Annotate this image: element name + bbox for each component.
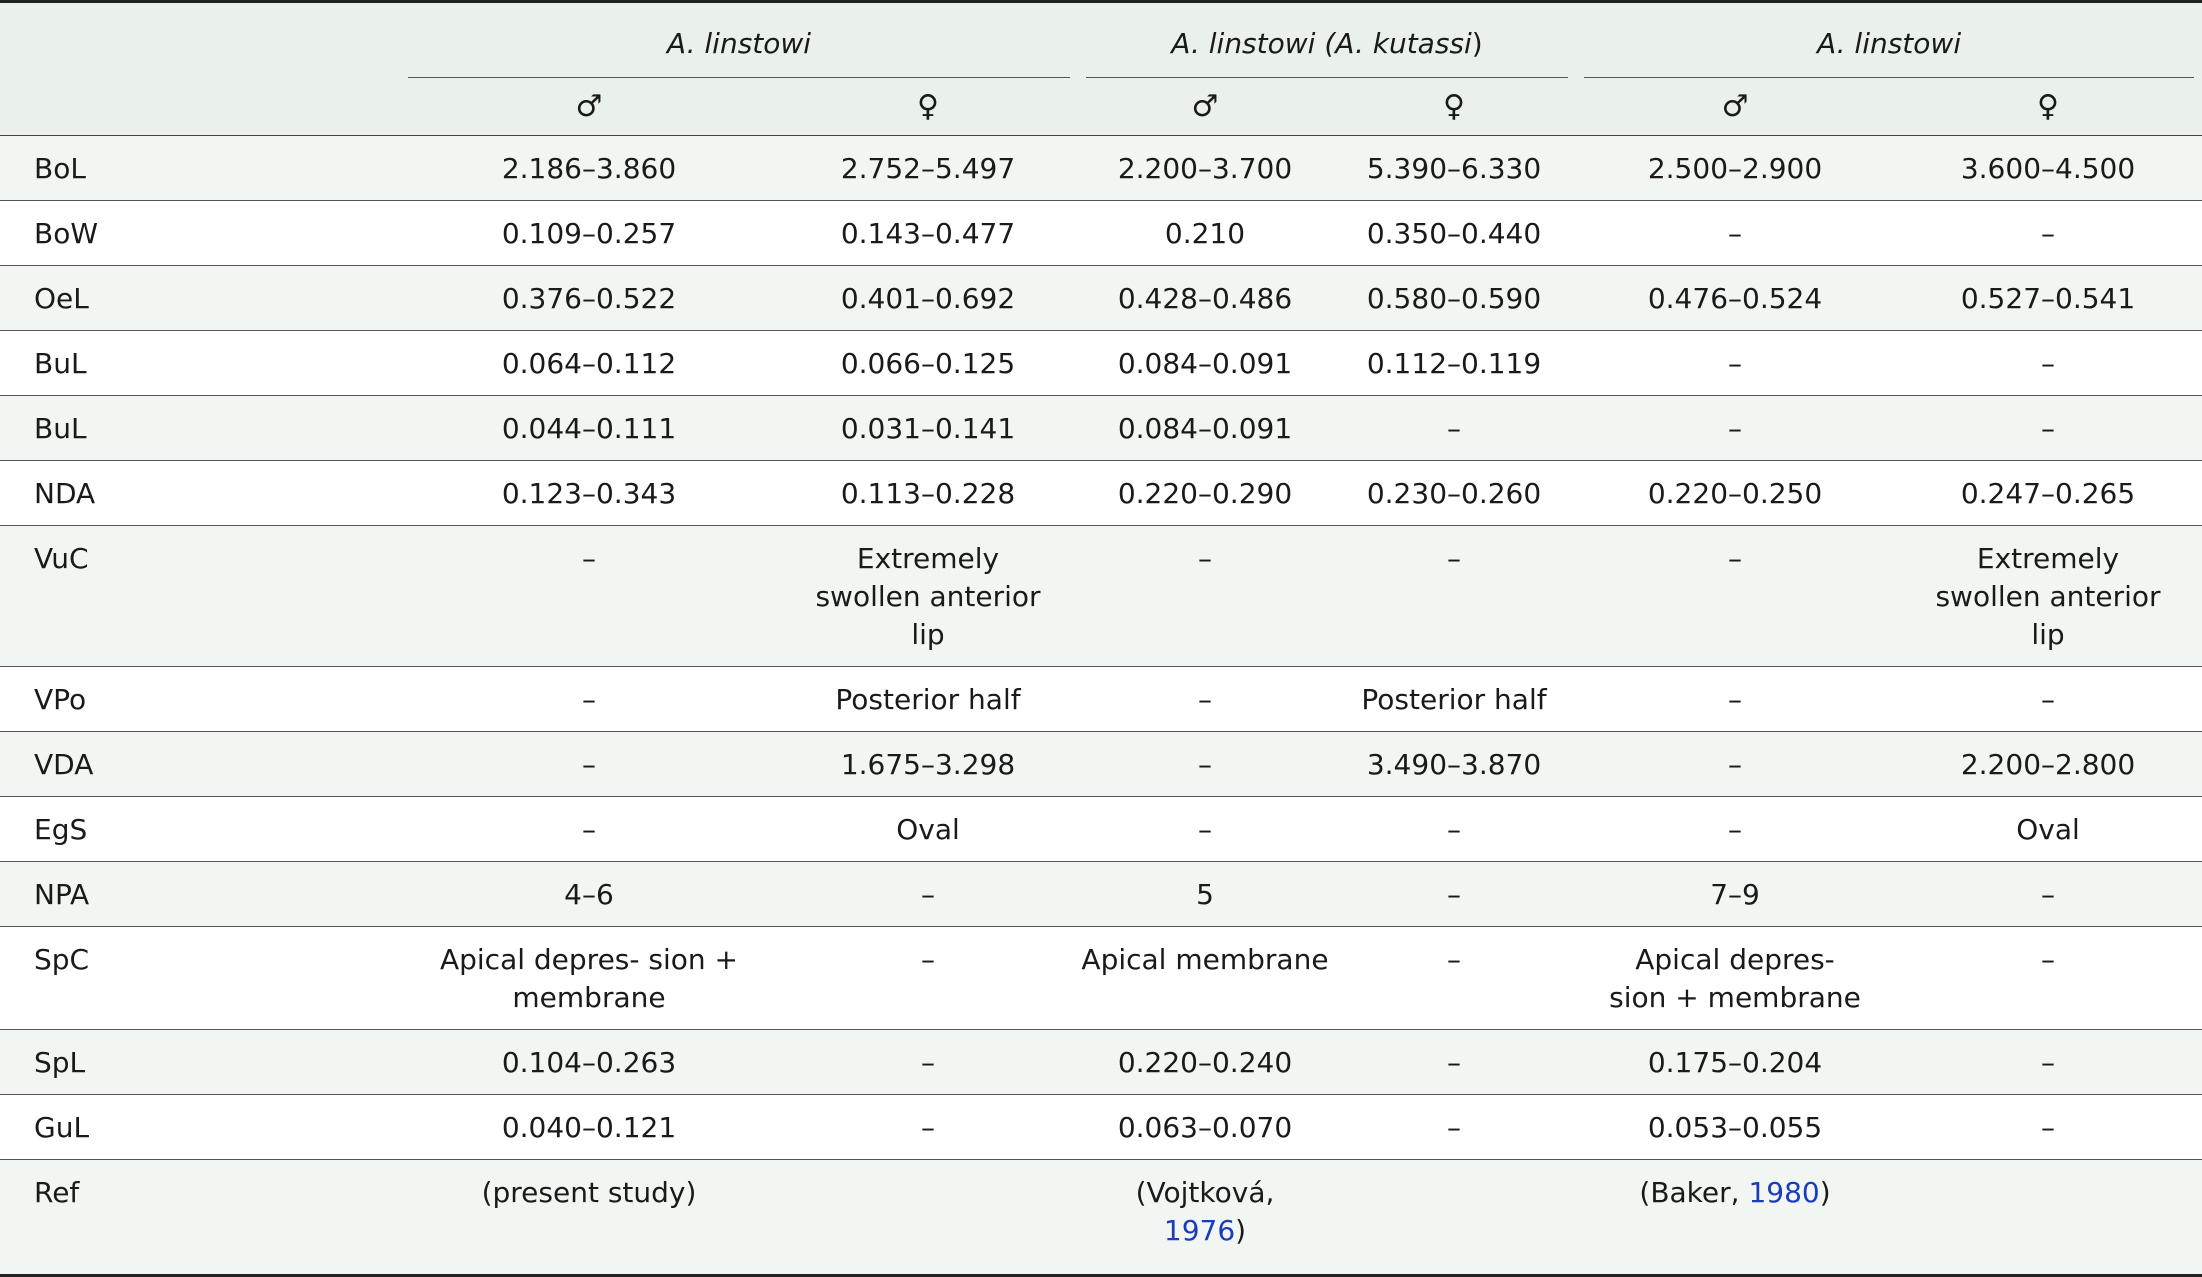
table-cell: – xyxy=(1894,201,2202,266)
table-cell: – xyxy=(1576,396,1894,461)
row-label: BoW xyxy=(0,201,400,266)
table-cell: 1.675–3.298 xyxy=(778,732,1078,797)
table-cell: – xyxy=(1894,396,2202,461)
table-cell: 0.527–0.541 xyxy=(1894,266,2202,331)
row-label: OeL xyxy=(0,266,400,331)
table-cell: – xyxy=(1894,331,2202,396)
table-cell: 0.230–0.260 xyxy=(1332,461,1576,526)
table-cell: – xyxy=(400,526,778,667)
table-cell: – xyxy=(1078,526,1332,667)
table-cell: 0.175–0.204 xyxy=(1576,1030,1894,1095)
table-cell: 0.401–0.692 xyxy=(778,266,1078,331)
table-cell: – xyxy=(778,927,1078,1030)
table-cell: 0.350–0.440 xyxy=(1332,201,1576,266)
table-cell: – xyxy=(400,797,778,862)
table-cell: 0.053–0.055 xyxy=(1576,1095,1894,1160)
table-cell xyxy=(1332,1160,1576,1276)
table-cell: 2.186–3.860 xyxy=(400,136,778,201)
table-cell: Extremely swollen anterior lip xyxy=(778,526,1078,667)
species-header-2: A. linstowi (A. kutassi) xyxy=(1078,2,1576,80)
table-row xyxy=(0,331,2202,396)
row-label: Ref xyxy=(0,1160,400,1276)
table-row xyxy=(0,1095,2202,1160)
table-cell: 5 xyxy=(1078,862,1332,927)
male-symbol: ♂ xyxy=(1576,79,1894,136)
table-cell: – xyxy=(1576,732,1894,797)
table-cell: 0.104–0.263 xyxy=(400,1030,778,1095)
table-cell: – xyxy=(1576,331,1894,396)
table-cell: 0.084–0.091 xyxy=(1078,396,1332,461)
table-cell: 0.428–0.486 xyxy=(1078,266,1332,331)
table-row xyxy=(0,461,2202,526)
row-label: BuL xyxy=(0,331,400,396)
table-row xyxy=(0,396,2202,461)
table-cell: 0.123–0.343 xyxy=(400,461,778,526)
row-label: NDA xyxy=(0,461,400,526)
table-cell: – xyxy=(1894,1030,2202,1095)
row-label: EgS xyxy=(0,797,400,862)
table-cell: 2.200–3.700 xyxy=(1078,136,1332,201)
table-cell: 2.500–2.900 xyxy=(1576,136,1894,201)
female-symbol: ♀ xyxy=(778,79,1078,136)
table-cell: Oval xyxy=(1894,797,2202,862)
table-row xyxy=(0,862,2202,927)
row-label: BoL xyxy=(0,136,400,201)
table-row xyxy=(0,136,2202,201)
table-cell: – xyxy=(1078,667,1332,732)
table-cell: – xyxy=(1576,201,1894,266)
table-cell: 0.113–0.228 xyxy=(778,461,1078,526)
table-cell: 0.220–0.290 xyxy=(1078,461,1332,526)
table-cell: Apical depres- sion + membrane xyxy=(400,927,778,1030)
table-cell: – xyxy=(1576,667,1894,732)
table-row xyxy=(0,667,2202,732)
table-body xyxy=(0,136,2202,1276)
female-symbol: ♀ xyxy=(1894,79,2202,136)
row-label: NPA xyxy=(0,862,400,927)
table-cell: Apical membrane xyxy=(1078,927,1332,1030)
row-label: VDA xyxy=(0,732,400,797)
table-cell: Oval xyxy=(778,797,1078,862)
table-cell: – xyxy=(1332,1030,1576,1095)
table-header xyxy=(0,2,2202,136)
table-cell: 0.031–0.141 xyxy=(778,396,1078,461)
table-cell: – xyxy=(1332,396,1576,461)
table-row-ref xyxy=(0,1160,2202,1276)
table-row xyxy=(0,526,2202,667)
table-cell: – xyxy=(1894,667,2202,732)
table-cell: – xyxy=(1576,526,1894,667)
table-cell: 0.247–0.265 xyxy=(1894,461,2202,526)
sex-header-row xyxy=(0,79,2202,136)
row-label: BuL xyxy=(0,396,400,461)
table-cell: – xyxy=(1078,732,1332,797)
table-cell: (Baker, 1980) xyxy=(1576,1160,1894,1276)
species-header-3: A. linstowi xyxy=(1576,2,2202,80)
table-row xyxy=(0,732,2202,797)
table-cell: – xyxy=(1332,862,1576,927)
table-cell: 0.476–0.524 xyxy=(1576,266,1894,331)
corner-cell-lower xyxy=(0,79,400,136)
table-cell: – xyxy=(400,667,778,732)
table-cell: 0.112–0.119 xyxy=(1332,331,1576,396)
table-cell: Posterior half xyxy=(778,667,1078,732)
table-cell: Extremely swollen anterior lip xyxy=(1894,526,2202,667)
table-cell: – xyxy=(1576,797,1894,862)
table-cell: 2.200–2.800 xyxy=(1894,732,2202,797)
table-cell: – xyxy=(1894,1095,2202,1160)
citation-link-1976[interactable]: 1976 xyxy=(1163,1214,1236,1247)
table-row xyxy=(0,797,2202,862)
row-label: SpC xyxy=(0,927,400,1030)
table-cell: Posterior half xyxy=(1332,667,1576,732)
corner-cell xyxy=(0,2,400,80)
species-header-1: A. linstowi xyxy=(400,2,1078,80)
table-cell: (present study) xyxy=(400,1160,778,1276)
species-header-row xyxy=(0,2,2202,80)
table-cell: 0.220–0.240 xyxy=(1078,1030,1332,1095)
table-cell: 2.752–5.497 xyxy=(778,136,1078,201)
male-symbol: ♂ xyxy=(400,79,778,136)
table-row xyxy=(0,201,2202,266)
table-cell: 0.044–0.111 xyxy=(400,396,778,461)
table-cell: – xyxy=(1332,797,1576,862)
table-cell: – xyxy=(1332,927,1576,1030)
table-cell: – xyxy=(1332,1095,1576,1160)
table-row xyxy=(0,266,2202,331)
table-cell: 0.143–0.477 xyxy=(778,201,1078,266)
table-cell: 3.490–3.870 xyxy=(1332,732,1576,797)
table-cell: – xyxy=(1332,526,1576,667)
table-cell: – xyxy=(400,732,778,797)
male-symbol: ♂ xyxy=(1078,79,1332,136)
row-label: VPo xyxy=(0,667,400,732)
table-cell: – xyxy=(1894,862,2202,927)
table-cell: 0.066–0.125 xyxy=(778,331,1078,396)
table-cell: – xyxy=(1078,797,1332,862)
table-cell: 0.064–0.112 xyxy=(400,331,778,396)
table-cell xyxy=(1894,1160,2202,1276)
table-cell: 4–6 xyxy=(400,862,778,927)
row-label: VuC xyxy=(0,526,400,667)
female-symbol: ♀ xyxy=(1332,79,1576,136)
table-cell: 3.600–4.500 xyxy=(1894,136,2202,201)
table-row xyxy=(0,927,2202,1030)
table-cell: – xyxy=(778,862,1078,927)
table-cell: – xyxy=(778,1030,1078,1095)
table-cell: 0.220–0.250 xyxy=(1576,461,1894,526)
table-cell: 0.063–0.070 xyxy=(1078,1095,1332,1160)
table-cell: 7–9 xyxy=(1576,862,1894,927)
citation-link-1980[interactable]: 1980 xyxy=(1748,1176,1820,1209)
row-label: SpL xyxy=(0,1030,400,1095)
table-cell: 0.580–0.590 xyxy=(1332,266,1576,331)
table-cell: 5.390–6.330 xyxy=(1332,136,1576,201)
table-cell: 0.210 xyxy=(1078,201,1332,266)
table-cell: Apical depres- sion + membrane xyxy=(1576,927,1894,1030)
row-label: GuL xyxy=(0,1095,400,1160)
table-cell: 0.109–0.257 xyxy=(400,201,778,266)
table-cell: – xyxy=(1894,927,2202,1030)
table-cell: 0.084–0.091 xyxy=(1078,331,1332,396)
table-cell: (Vojtková, 1976) xyxy=(1078,1160,1332,1276)
table-cell: 0.376–0.522 xyxy=(400,266,778,331)
table-cell: 0.040–0.121 xyxy=(400,1095,778,1160)
table-cell: – xyxy=(778,1095,1078,1160)
table-cell xyxy=(778,1160,1078,1276)
table-row xyxy=(0,1030,2202,1095)
